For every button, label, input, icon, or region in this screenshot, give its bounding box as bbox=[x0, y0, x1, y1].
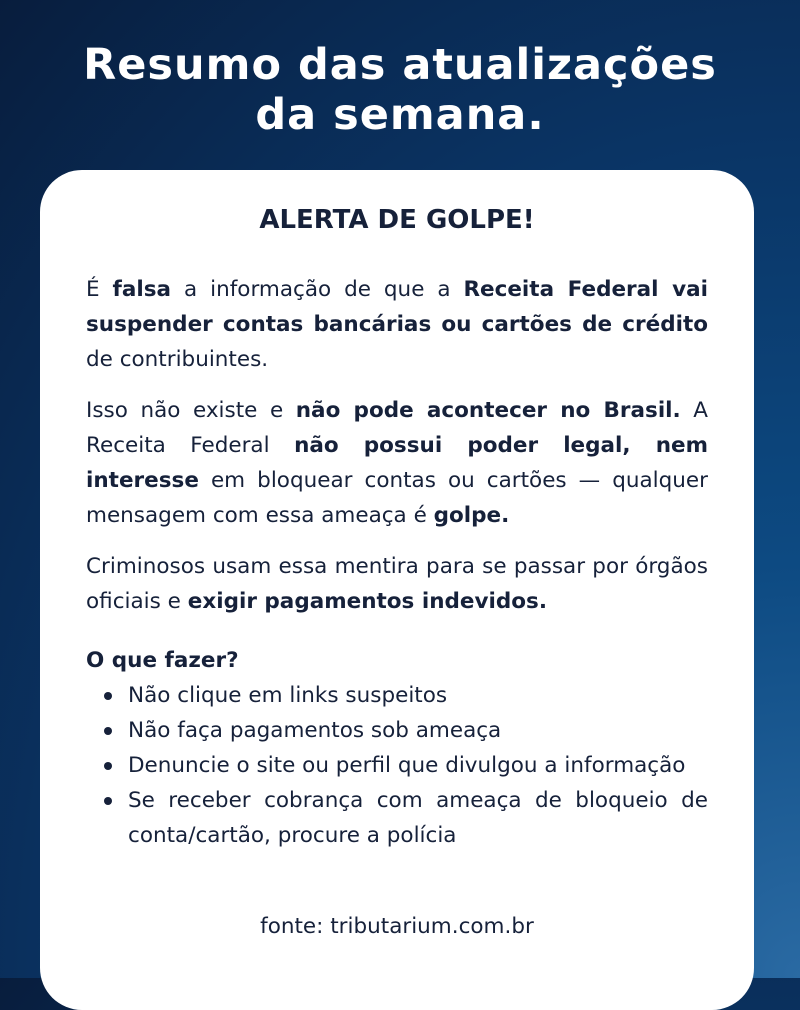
list-item bbox=[128, 748, 708, 783]
list-item bbox=[128, 783, 708, 853]
list-item-text: Denuncie o site ou perfil que divulgou a informação bbox=[128, 753, 686, 778]
p1-text-3: de contribuintes. bbox=[86, 347, 269, 372]
p1-bold-1: falsa bbox=[112, 277, 172, 302]
card-title: ALERTA DE GOLPE! bbox=[259, 205, 535, 235]
p2-bold-2: não possui poder legal, nem interesse bbox=[86, 433, 708, 493]
list-item bbox=[128, 678, 708, 713]
paragraph-3 bbox=[86, 549, 708, 619]
p1-text-1: É bbox=[86, 277, 113, 302]
p1-bold-2: Receita Federal vai suspender contas bancárias ou cartões de crédito bbox=[86, 277, 708, 337]
action-list bbox=[86, 678, 708, 853]
list-item bbox=[128, 713, 708, 748]
bullet-dot-icon bbox=[104, 797, 112, 805]
list-item-text: Não faça pagamentos sob ameaça bbox=[128, 718, 502, 743]
source-credit: fonte: tributarium.com.br bbox=[260, 914, 534, 939]
header-title-line-2: da semana. bbox=[255, 90, 545, 140]
p2-text-1: Isso não existe e bbox=[86, 398, 296, 423]
p2-text-2: A Receita Federal bbox=[86, 398, 709, 458]
page-header bbox=[0, 40, 800, 140]
paragraph-2 bbox=[86, 393, 708, 533]
section-title: O que fazer? bbox=[86, 648, 239, 673]
p2-text-3: em bloquear contas ou cartões — qualquer mensagem com essa ameaça é bbox=[86, 468, 708, 528]
alert-card bbox=[40, 170, 754, 1010]
bullet-dot-icon bbox=[104, 692, 112, 700]
paragraph-1 bbox=[86, 272, 708, 377]
list-item-text: Se receber cobrança com ameaça de bloqueio de conta/cartão, procure a polícia bbox=[128, 788, 708, 848]
p2-bold-1: não pode acontecer no Brasil. bbox=[295, 398, 681, 423]
p3-text-1: Criminosos usam essa mentira para se passar por órgãos oficiais e bbox=[86, 554, 708, 614]
p3-bold-1: exigir pagamentos indevidos. bbox=[187, 589, 547, 614]
bullet-dot-icon bbox=[104, 762, 112, 770]
bullet-dot-icon bbox=[104, 727, 112, 735]
list-item-text: Não clique em links suspeitos bbox=[128, 683, 448, 708]
header-title-line-1: Resumo das atualizações bbox=[83, 40, 717, 90]
p2-bold-3: golpe. bbox=[433, 503, 510, 528]
p1-text-2: a informação de que a bbox=[171, 277, 464, 302]
